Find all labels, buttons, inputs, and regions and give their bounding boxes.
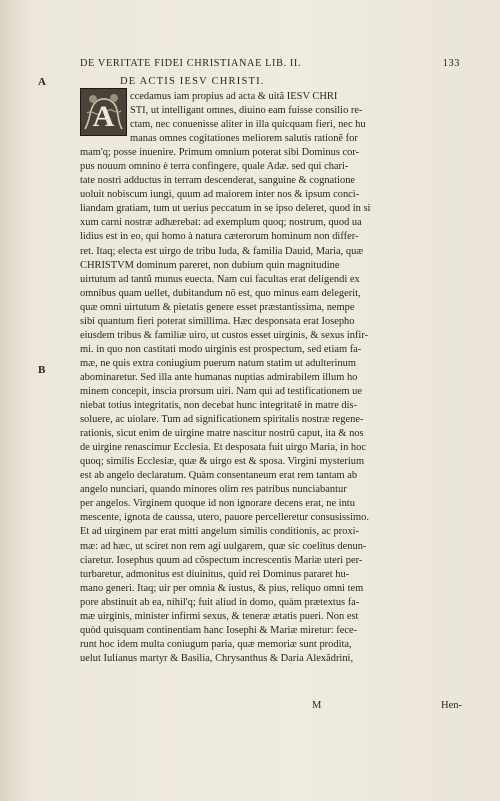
text-line: uirtutum ad tantũ munus euecta. Nam cui facultas erat deligendi ex [80, 273, 360, 285]
text-line: de uirgine renascimur Ecclesia. Et desposata fuit uirgo Maria, in hoc [80, 442, 366, 454]
text-line: xum carni nostræ adhærebat: ad exemplum quoq; nostrum, quod ua [80, 217, 362, 229]
text-line: soluere, ac uiolare. Tum ad significationem spiritalis nostræ regene- [80, 414, 364, 426]
text-line: minem concepit, inscia prorsum uiri. Nam qui ad testificationem ue [80, 385, 363, 397]
text-line: runt hoc idem multa coniugum paria, quæ memoriæ sunt prodita, [80, 638, 352, 650]
text-line: ctam, nec conuenisse aliter in illa quicquam fieri, nec hu [130, 119, 366, 131]
text-line: manas omnes cogitationes meliorem salutis rationẽ for [130, 133, 358, 145]
text-line: quæ omni uirtutum & pietatis genere esset præstantissima, nempe [80, 301, 355, 313]
text-line: angelo nunciari, quando minores olim res patribus nunciabantur [80, 484, 347, 496]
text-line: per angelos. Virginem quoque id non ignorare decens erat, ne intu [80, 498, 355, 510]
text-line: ciaretur. Iosephus quum ad cõspectum increscentis Mariæ uteri per- [80, 554, 363, 566]
chapter-title: DE ACTIS IESV CHRISTI. [120, 76, 265, 87]
text-line: abominaretur. Sed illa ante humanas nuptias admirabilem illum ho [80, 371, 358, 383]
text-line: pore abstinuit ab ea, nihil'q; fuit aliud in domo, quàm prætextus fa- [80, 596, 360, 608]
text-line: lidius est in eo, qui homo à natura cæterorum hominum non differ- [80, 231, 359, 243]
text-line: mæ: ad hæc, ut sciret non rem agi uulgarem, quæ sic coelitus denun- [80, 540, 367, 552]
text-line: eiusdem tribus & familiæ uiro, ut custos esset uirginis, & sexus infir- [80, 329, 369, 341]
running-title: DE VERITATE FIDEI CHRISTIANAE LIB. II. [80, 58, 302, 69]
text-line: STI, ut intelligant omnes, diuino eam fuisse consilio re- [130, 105, 363, 117]
page-number: 133 [442, 58, 460, 69]
text-line: pus nouum omnino è terra confingere, quale Adæ. sed qui chari- [80, 161, 349, 173]
text-line: est ab angelo declaratum. Quàm consentaneum erat rem tantam ab [80, 470, 358, 482]
text-line: ccedamus iam propius ad acta & uitã IESV CHRI [130, 91, 338, 102]
text-line: omnibus quam uellet, dubitandum nõ est, quo minus eam delegerit, [80, 287, 361, 299]
text-line: turbaretur, admonitus est diuinitus, quid rei Dominus pararet hu- [80, 568, 350, 580]
text-line: rationis, sicut enim de uirgine matre nascitur nostrũ caput, ita & nos [80, 428, 364, 440]
text-line: mam'q; posse inuenire. Primum omnium poterat sibi Dominus cor- [80, 147, 360, 159]
text-line: ret. Itaq; electa est uirgo de tribu Iuda, & familia Dauid, Maria, quæ [80, 245, 364, 257]
text-line: liandam gratiam, tum ut uerius peccatum in se ipso deleret, quod in si [80, 203, 371, 215]
text-line: mano generi. Itaq; uir per omnia & iustus, & pius, reliquo omni tem [80, 582, 364, 594]
text-line: CHRISTVM dominum pareret, non dubium quin magnitudine [80, 259, 340, 271]
text-line: quòd quisquam continentiam hanc Iosephi & Mariæ miretur: fece- [80, 624, 358, 636]
body-text [80, 90, 462, 666]
text-line: niebat totius integritatis, non decebat hunc integritatẽ in matre dis- [80, 400, 358, 412]
signature-mark: M [312, 700, 322, 711]
text-line: tate nostri adductus in terram descenderat, sanguine & cognatione [80, 175, 356, 187]
text-line: mescente, ignota de caussa, utero, pauore percelleretur consusissimo. [80, 512, 369, 524]
text-line: mi. in quo non castitati modo uirginis est prospectum, sed etiam fa- [80, 343, 362, 355]
text-line: mæ uirginis, minister infirmi sexus, & teneræ ætatis pueri. Non est [80, 610, 359, 622]
text-line: mæ, ne quis extra coniugium puerum natum statim ut adulterinum [80, 357, 356, 369]
initial-letter: A [92, 100, 115, 133]
text-line: quoq; similis Ecclesiæ, quæ & uirgo est & sposa. Virgini mysterium [80, 456, 365, 468]
text-line: Et ad uirginem par erat mitti angelum similis conditionis, ac proxi- [80, 526, 359, 538]
text-line: sibi quantum fieri poterat simillima. Hæc desponsata erat Iosepho [80, 315, 355, 327]
text-line: uelut Iulianus martyr & Basilia, Chrysanthus & Daria Alexãdrini, [80, 652, 354, 664]
catchword: Hen- [441, 700, 462, 711]
margin-letter-b: B [38, 364, 46, 376]
running-header [80, 58, 460, 69]
margin-letter-a: A [38, 76, 46, 88]
text-line: uoluit nobiscum iungi, quum ad maiorem inter nos & ipsum conci- [80, 189, 360, 201]
